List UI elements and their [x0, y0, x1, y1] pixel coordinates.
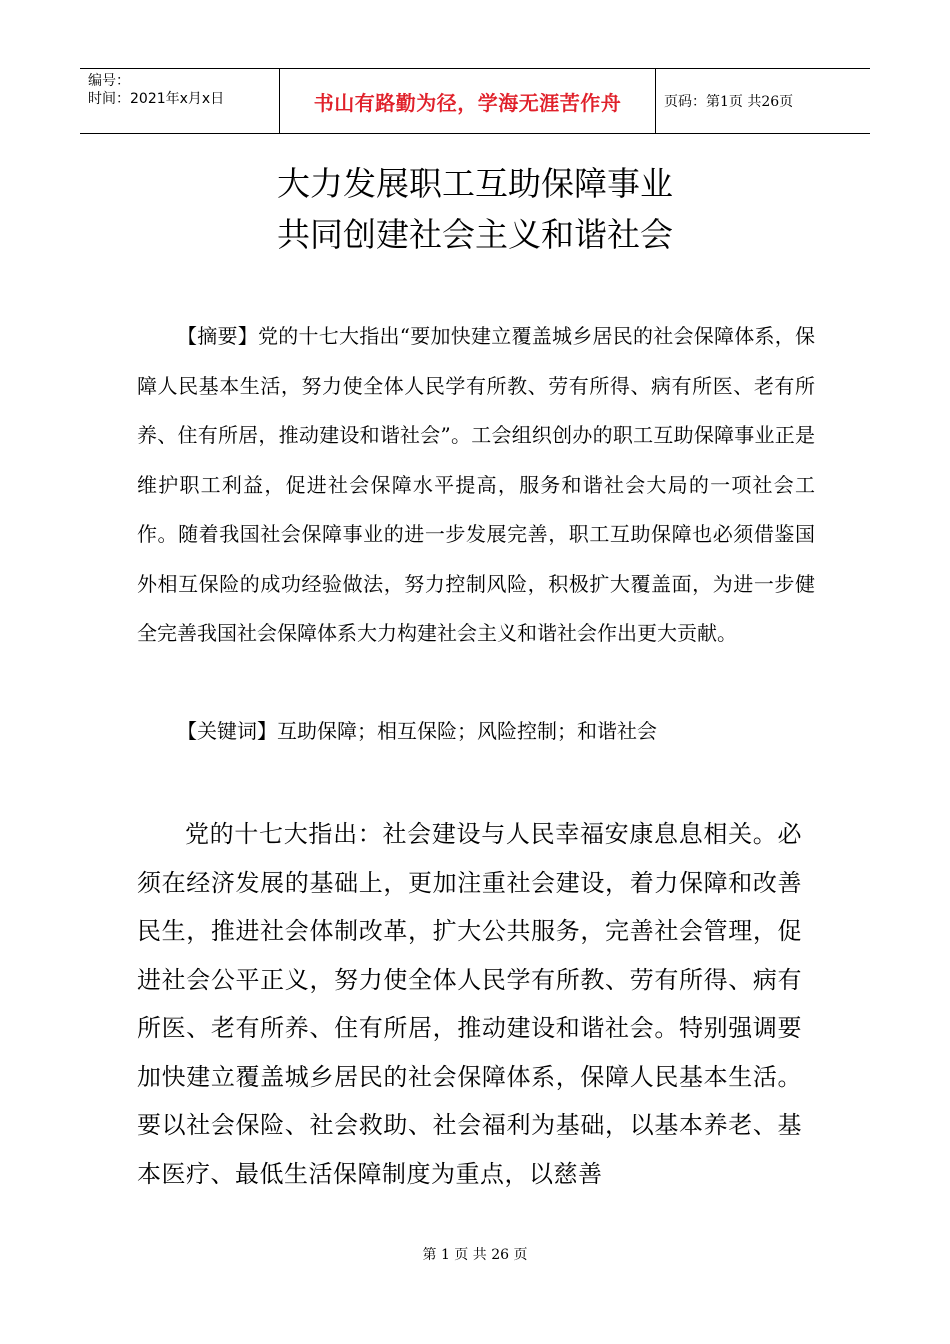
keywords-text: 互助保障；相互保险；风险控制；和谐社会	[277, 719, 657, 743]
document-title-line2: 共同创建社会主义和谐社会	[277, 215, 673, 254]
page-header	[80, 68, 870, 134]
header-page-info: 页码：第1页 共26页	[664, 94, 794, 110]
abstract-paragraph	[137, 312, 815, 659]
abstract-text: 党的十七大指出“要加快建立覆盖城乡居民的社会保障体系，保障人民基本生活，努力使全体人民学有所教、劳有所得、病有所医、老有所养、住有所居，推动建设和谐社会”。工会组织创办的职工互助保障事业正是维护职工利益，促进社会保障水平提高，服务和谐社会大局的一项社会工作。随着我国社会保障事业的进一步发展完善，职工互助保障也必须借鉴国外相互保险的成功经验做法，努力控制风险，积极扩大覆盖面，为进一步健全完善我国社会保障体系大力构建社会主义和谐社会作出更大贡献。	[137, 324, 816, 645]
time-label: 时间：2021年x月x日	[88, 91, 225, 107]
keywords-tag: 【关键词】	[177, 719, 277, 743]
number-label: 编号：	[88, 73, 130, 89]
header-meta	[80, 69, 280, 133]
keywords-line	[177, 708, 657, 754]
abstract-tag: 【摘要】	[177, 324, 259, 348]
header-motto: 书山有路勤为径，学海无涯苦作舟	[280, 69, 656, 133]
body-paragraph: 党的十七大指出：社会建设与人民幸福安康息息相关。必须在经济发展的基础上，更加注重社会建设，着力保障和改善民生，推进社会体制改革，扩大公共服务，完善社会管理，促进社会公平正义，努力使全体人民学有所教、劳有所得、病有所医、老有所养、住有所居，推动建设和谐社会。特别强调要加快建立覆盖城乡居民的社会保障体系，保障人民基本生活。要以社会保险、社会救助、社会福利为基础，以基本养老、基本医疗、最低生活保障制度为重点，以慈善	[137, 820, 802, 1188]
document-title-line1: 大力发展职工互助保障事业	[277, 164, 673, 203]
page-footer: 第 1 页 共 26 页	[422, 1247, 528, 1263]
